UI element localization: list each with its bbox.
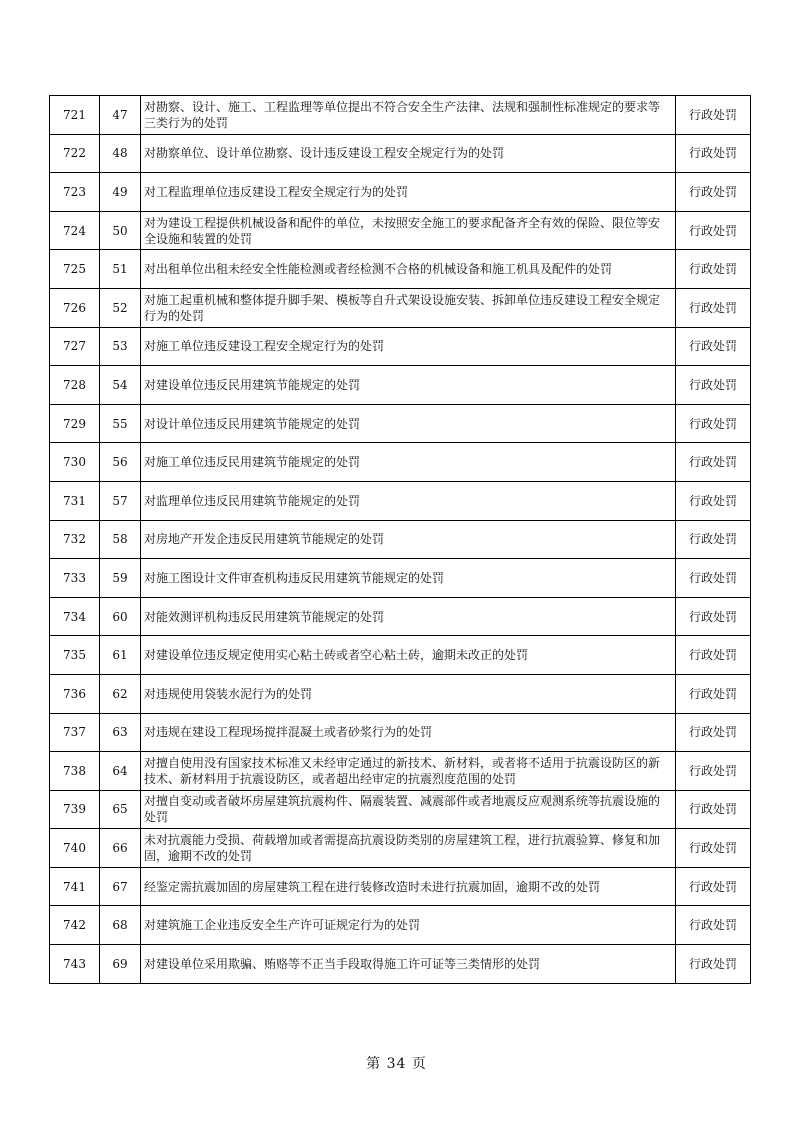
serial-number-cell: 727 bbox=[50, 327, 100, 366]
table-row bbox=[50, 96, 751, 135]
table-row bbox=[50, 906, 751, 945]
item-name-cell: 对施工图设计文件审查机构违反民用建筑节能规定的处罚 bbox=[141, 559, 676, 598]
item-name-cell: 对施工单位违反建设工程安全规定行为的处罚 bbox=[141, 327, 676, 366]
serial-number-cell: 723 bbox=[50, 173, 100, 212]
table-row bbox=[50, 404, 751, 443]
serial-number-cell: 728 bbox=[50, 366, 100, 405]
item-name-cell: 对设计单位违反民用建筑节能规定的处罚 bbox=[141, 404, 676, 443]
table-row bbox=[50, 867, 751, 906]
item-name-cell: 对擅自使用没有国家技术标准又未经审定通过的新技术、新材料，或者将不适用于抗震设防区的新技术、新材料用于抗震设防区，或者超出经审定的抗震烈度范围的处罚 bbox=[141, 752, 676, 791]
serial-number-cell: 731 bbox=[50, 481, 100, 520]
power-list-table bbox=[49, 95, 751, 984]
power-type-cell: 行政处罚 bbox=[676, 559, 751, 598]
serial-number-cell: 721 bbox=[50, 96, 100, 135]
serial-number-cell: 726 bbox=[50, 288, 100, 327]
serial-number-cell: 733 bbox=[50, 559, 100, 598]
power-type-cell: 行政处罚 bbox=[676, 674, 751, 713]
serial-number-cell: 743 bbox=[50, 945, 100, 984]
item-name-cell: 未对抗震能力受损、荷载增加或者需提高抗震设防类别的房屋建筑工程，进行抗震验算、修复和加固，逾期不改的处罚 bbox=[141, 829, 676, 868]
sub-number-cell: 68 bbox=[100, 906, 141, 945]
sub-number-cell: 49 bbox=[100, 173, 141, 212]
table-row bbox=[50, 636, 751, 675]
power-type-cell: 行政处罚 bbox=[676, 96, 751, 135]
item-name-cell: 对建筑施工企业违反安全生产许可证规定行为的处罚 bbox=[141, 906, 676, 945]
sub-number-cell: 63 bbox=[100, 713, 141, 752]
serial-number-cell: 736 bbox=[50, 674, 100, 713]
serial-number-cell: 730 bbox=[50, 443, 100, 482]
item-name-cell: 对施工单位违反民用建筑节能规定的处罚 bbox=[141, 443, 676, 482]
serial-number-cell: 742 bbox=[50, 906, 100, 945]
power-type-cell: 行政处罚 bbox=[676, 597, 751, 636]
power-type-cell: 行政处罚 bbox=[676, 829, 751, 868]
power-type-cell: 行政处罚 bbox=[676, 366, 751, 405]
power-type-cell: 行政处罚 bbox=[676, 211, 751, 250]
serial-number-cell: 735 bbox=[50, 636, 100, 675]
table-row bbox=[50, 520, 751, 559]
power-type-cell: 行政处罚 bbox=[676, 520, 751, 559]
table-row bbox=[50, 674, 751, 713]
item-name-cell: 对建设单位违反规定使用实心粘土砖或者空心粘土砖，逾期未改正的处罚 bbox=[141, 636, 676, 675]
sub-number-cell: 52 bbox=[100, 288, 141, 327]
serial-number-cell: 739 bbox=[50, 790, 100, 829]
table-row bbox=[50, 366, 751, 405]
table-row bbox=[50, 250, 751, 289]
item-name-cell: 对建设单位违反民用建筑节能规定的处罚 bbox=[141, 366, 676, 405]
serial-number-cell: 732 bbox=[50, 520, 100, 559]
item-name-cell: 对勘察、设计、施工、工程监理等单位提出不符合安全生产法律、法规和强制性标准规定的要求等三类行为的处罚 bbox=[141, 96, 676, 135]
page-number: 第 34 页 bbox=[366, 1056, 427, 1072]
sub-number-cell: 47 bbox=[100, 96, 141, 135]
table-row bbox=[50, 288, 751, 327]
item-name-cell: 对能效测评机构违反民用建筑节能规定的处罚 bbox=[141, 597, 676, 636]
table-row bbox=[50, 134, 751, 173]
sub-number-cell: 69 bbox=[100, 945, 141, 984]
sub-number-cell: 66 bbox=[100, 829, 141, 868]
table-row bbox=[50, 327, 751, 366]
power-type-cell: 行政处罚 bbox=[676, 288, 751, 327]
table-row bbox=[50, 173, 751, 212]
power-type-cell: 行政处罚 bbox=[676, 713, 751, 752]
sub-number-cell: 48 bbox=[100, 134, 141, 173]
table-row bbox=[50, 443, 751, 482]
table-row bbox=[50, 559, 751, 598]
sub-number-cell: 61 bbox=[100, 636, 141, 675]
sub-number-cell: 56 bbox=[100, 443, 141, 482]
power-type-cell: 行政处罚 bbox=[676, 134, 751, 173]
sub-number-cell: 58 bbox=[100, 520, 141, 559]
sub-number-cell: 67 bbox=[100, 867, 141, 906]
sub-number-cell: 57 bbox=[100, 481, 141, 520]
item-name-cell: 对监理单位违反民用建筑节能规定的处罚 bbox=[141, 481, 676, 520]
sub-number-cell: 55 bbox=[100, 404, 141, 443]
serial-number-cell: 734 bbox=[50, 597, 100, 636]
table-row bbox=[50, 713, 751, 752]
power-type-cell: 行政处罚 bbox=[676, 404, 751, 443]
table-row bbox=[50, 597, 751, 636]
sub-number-cell: 62 bbox=[100, 674, 141, 713]
sub-number-cell: 65 bbox=[100, 790, 141, 829]
item-name-cell: 对擅自变动或者破坏房屋建筑抗震构件、隔震装置、减震部件或者地震反应观测系统等抗震设施的处罚 bbox=[141, 790, 676, 829]
serial-number-cell: 740 bbox=[50, 829, 100, 868]
power-type-cell: 行政处罚 bbox=[676, 636, 751, 675]
item-name-cell: 对建设单位采用欺骗、贿赂等不正当手段取得施工许可证等三类情形的处罚 bbox=[141, 945, 676, 984]
item-name-cell: 对违规在建设工程现场搅拌混凝土或者砂浆行为的处罚 bbox=[141, 713, 676, 752]
item-name-cell: 经鉴定需抗震加固的房屋建筑工程在进行装修改造时未进行抗震加固，逾期不改的处罚 bbox=[141, 867, 676, 906]
item-name-cell: 对为建设工程提供机械设备和配件的单位，未按照安全施工的要求配备齐全有效的保险、限位等安全设施和装置的处罚 bbox=[141, 211, 676, 250]
table-row bbox=[50, 481, 751, 520]
power-type-cell: 行政处罚 bbox=[676, 790, 751, 829]
item-name-cell: 对违规使用袋装水泥行为的处罚 bbox=[141, 674, 676, 713]
power-type-cell: 行政处罚 bbox=[676, 752, 751, 791]
sub-number-cell: 54 bbox=[100, 366, 141, 405]
serial-number-cell: 741 bbox=[50, 867, 100, 906]
serial-number-cell: 737 bbox=[50, 713, 100, 752]
item-name-cell: 对施工起重机械和整体提升脚手架、模板等自升式架设设施安装、拆卸单位违反建设工程安全规定行为的处罚 bbox=[141, 288, 676, 327]
sub-number-cell: 53 bbox=[100, 327, 141, 366]
power-type-cell: 行政处罚 bbox=[676, 443, 751, 482]
serial-number-cell: 738 bbox=[50, 752, 100, 791]
item-name-cell: 对出租单位出租未经安全性能检测或者经检测不合格的机械设备和施工机具及配件的处罚 bbox=[141, 250, 676, 289]
power-type-cell: 行政处罚 bbox=[676, 867, 751, 906]
table-row bbox=[50, 829, 751, 868]
table-body bbox=[50, 96, 751, 984]
power-type-cell: 行政处罚 bbox=[676, 481, 751, 520]
table-row bbox=[50, 945, 751, 984]
power-type-cell: 行政处罚 bbox=[676, 327, 751, 366]
serial-number-cell: 725 bbox=[50, 250, 100, 289]
serial-number-cell: 724 bbox=[50, 211, 100, 250]
power-type-cell: 行政处罚 bbox=[676, 173, 751, 212]
sub-number-cell: 51 bbox=[100, 250, 141, 289]
table-row bbox=[50, 211, 751, 250]
sub-number-cell: 64 bbox=[100, 752, 141, 791]
serial-number-cell: 722 bbox=[50, 134, 100, 173]
power-type-cell: 行政处罚 bbox=[676, 250, 751, 289]
power-type-cell: 行政处罚 bbox=[676, 945, 751, 984]
item-name-cell: 对勘察单位、设计单位勘察、设计违反建设工程安全规定行为的处罚 bbox=[141, 134, 676, 173]
sub-number-cell: 50 bbox=[100, 211, 141, 250]
item-name-cell: 对房地产开发企违反民用建筑节能规定的处罚 bbox=[141, 520, 676, 559]
sub-number-cell: 59 bbox=[100, 559, 141, 598]
sub-number-cell: 60 bbox=[100, 597, 141, 636]
table-row bbox=[50, 752, 751, 791]
item-name-cell: 对工程监理单位违反建设工程安全规定行为的处罚 bbox=[141, 173, 676, 212]
serial-number-cell: 729 bbox=[50, 404, 100, 443]
power-type-cell: 行政处罚 bbox=[676, 906, 751, 945]
table-row bbox=[50, 790, 751, 829]
